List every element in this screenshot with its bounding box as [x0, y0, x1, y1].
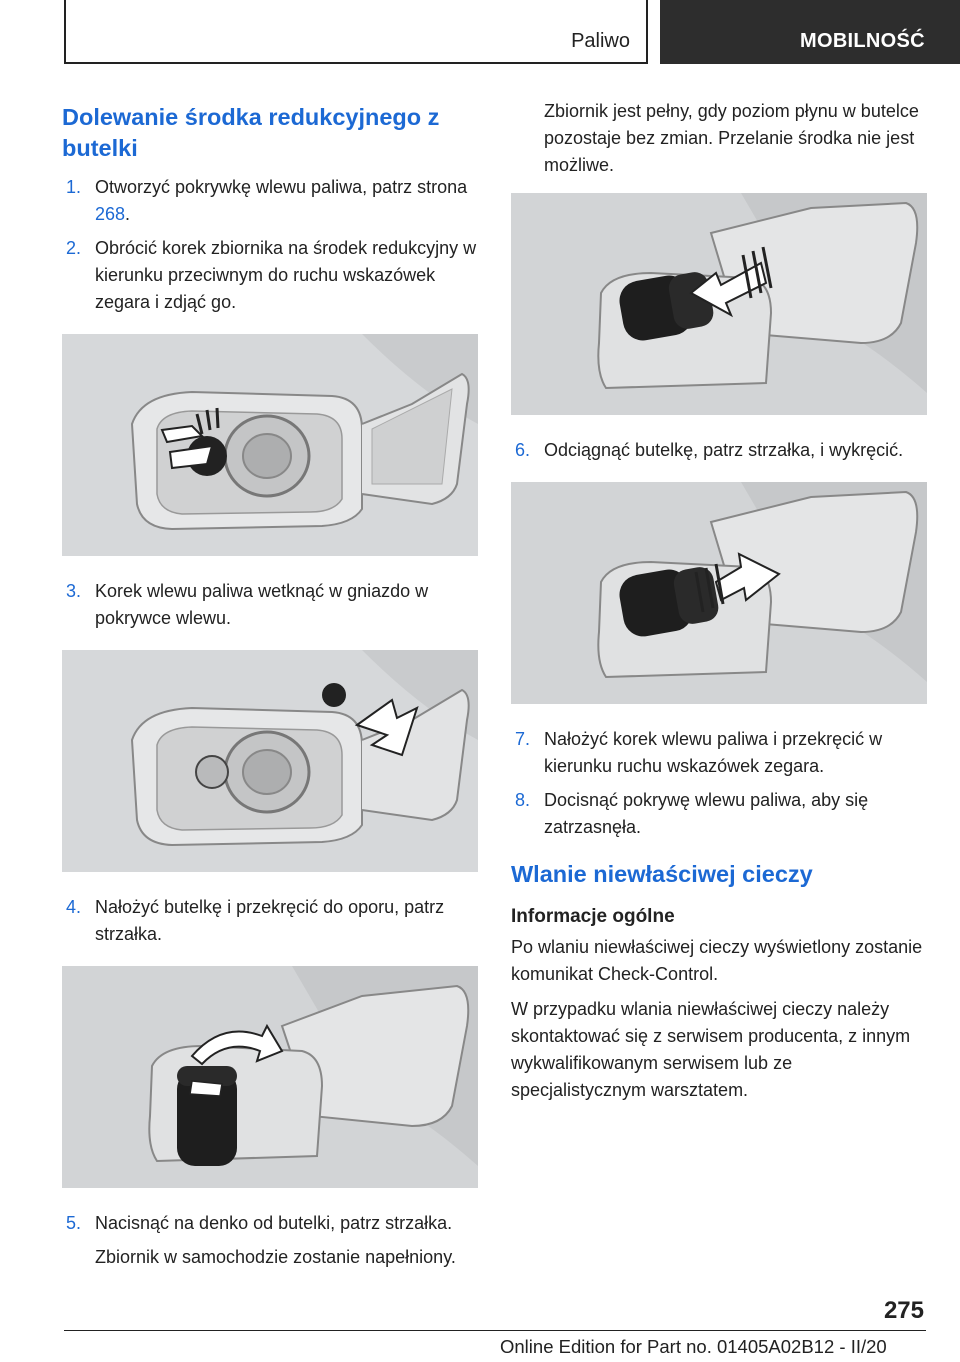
illustration-remove-cap	[62, 334, 478, 556]
step-text: Obrócić korek zbiornika na środek redukcyjny w kierunku przeciwnym do ruchu wskazówek zegara i zdjąć go.	[95, 238, 477, 312]
step-4	[62, 894, 478, 948]
step-text: Docisnąć pokrywę wlewu paliwa, aby się zatrzasnęła.	[544, 790, 869, 837]
paragraph-check-control: Po wlaniu niewłaściwej cieczy wyświetlony zostanie komunikat Check-Control.	[511, 937, 923, 984]
footer-divider	[64, 1330, 926, 1331]
step-7	[511, 726, 927, 780]
step-8	[511, 787, 927, 841]
step-number: 3.	[66, 581, 82, 601]
step-number: 2.	[66, 238, 82, 258]
step-5-note: Zbiornik w samochodzie zostanie napełniony.	[95, 1247, 456, 1267]
step-text-body: Otworzyć pokrywkę wlewu paliwa, patrz strona	[95, 177, 468, 197]
illustration-attach-bottle	[62, 966, 478, 1188]
page-number: 275	[883, 1297, 924, 1324]
illustration-store-cap	[62, 650, 478, 872]
full-tank-note: Zbiornik jest pełny, gdy poziom płynu w butelce pozostaje bez zmian. Przelanie środka nie jest możliwe.	[544, 101, 919, 175]
step-3	[62, 578, 478, 632]
step-text-end: .	[125, 204, 131, 224]
step-number: 5.	[66, 1213, 82, 1233]
step-text	[95, 174, 478, 228]
subheading-general-info: Informacje ogólne	[511, 906, 675, 927]
chapter-tab: MOBILNOŚĆ	[660, 0, 960, 64]
page-link[interactable]: 268	[95, 204, 126, 224]
step-number: 8.	[515, 790, 531, 810]
illustration-remove-bottle	[511, 482, 927, 704]
step-text: Nałożyć butelkę i przekręcić do oporu, patrz strzałka.	[95, 897, 445, 944]
header-frame	[64, 0, 648, 64]
edition-footer: Online Edition for Part no. 01405A02B12 - II/20	[500, 1336, 887, 1357]
right-column	[511, 102, 927, 1112]
section-heading-wrong-fluid: Wlanie niewłaściwej cieczy	[511, 861, 813, 887]
step-number: 4.	[66, 897, 82, 917]
paragraph-contact-service: W przypadku wlania niewłaściwej cieczy należy skontaktować się z serwisem producenta, z innym wykwalifikowanym serwisem lub ze specjalistycznym warsztatem.	[511, 999, 911, 1100]
step-text: Nałożyć korek wlewu paliwa i przekręcić w kierunku ruchu wskazówek zegara.	[544, 729, 883, 776]
step-2	[62, 235, 478, 316]
step-5	[62, 1210, 478, 1237]
step-number: 7.	[515, 729, 531, 749]
step-1	[62, 174, 478, 228]
section-title: Paliwo	[571, 30, 630, 52]
step-text: Odciągnąć butelkę, patrz strzałka, i wykręcić.	[544, 440, 904, 460]
step-text: Korek wlewu paliwa wetknąć w gniazdo w pokrywce wlewu.	[95, 581, 429, 628]
illustration-press-bottle	[511, 193, 927, 415]
step-number: 1.	[66, 177, 82, 197]
left-column	[62, 102, 478, 1279]
step-text: Nacisnąć na denko od butelki, patrz strzałka.	[95, 1213, 453, 1233]
step-number: 6.	[515, 440, 531, 460]
section-heading: Dolewanie środka redukcyjnego z butelki	[62, 104, 440, 161]
step-6	[511, 437, 927, 464]
